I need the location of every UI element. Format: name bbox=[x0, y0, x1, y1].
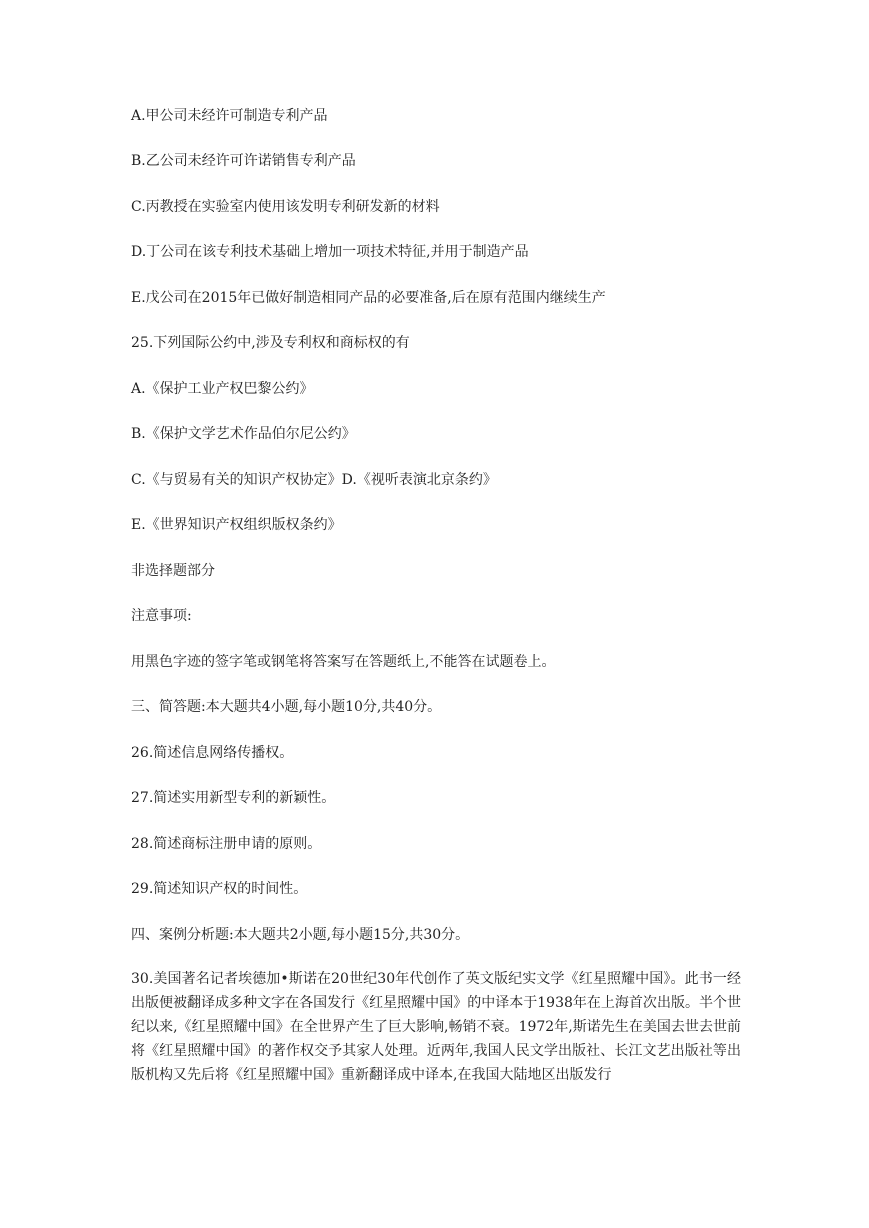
section-three-heading: 三、简答题:本大题共4小题,每小题10分,共40分。 bbox=[131, 699, 442, 715]
section-four-heading: 四、案例分析题:本大题共2小题,每小题15分,共30分。 bbox=[131, 927, 470, 943]
question-26: 26.简述信息网络传播权。 bbox=[131, 745, 294, 761]
q25-option-a: A.《保护工业产权巴黎公约》 bbox=[131, 381, 314, 397]
option-d-line: D.丁公司在该专利技术基础上增加一项技术特征,并用于制造产品 bbox=[131, 244, 529, 260]
question-30-case-text: 30.美国著名记者埃德加•斯诺在20世纪30年代创作了英文版纪实文学《红星照耀中国》。此书一经出版便被翻译成多种文字在各国发行《红星照耀中国》的中译本于1938年在上海首次出版。半个世纪以来,《红星照耀中国》在全世界产生了巨大影响,畅销不衰。1972年,斯诺先生在美国去世去世前将《红星照耀中国》的著作权交予其家人处理。近两年,我国人民文学出版社、长江文艺出版社等出版机构又先后将《红星照耀中国》重新翻译成中译本,在我国大陆地区出版发行 bbox=[131, 971, 741, 1083]
option-e-line: E.戊公司在2015年已做好制造相同产品的必要准备,后在原有范围内继续生产 bbox=[131, 290, 606, 306]
question-25: 25.下列国际公约中,涉及专利权和商标权的有 bbox=[131, 335, 410, 351]
notice-heading: 注意事项: bbox=[131, 608, 192, 624]
question-29: 29.简述知识产权的时间性。 bbox=[131, 881, 308, 897]
option-c-line: C.丙教授在实验室内使用该发明专利研发新的材料 bbox=[131, 199, 440, 215]
option-a-line: A.甲公司未经许可制造专利产品 bbox=[131, 108, 328, 124]
question-28: 28.简述商标注册申请的原则。 bbox=[131, 836, 322, 852]
q25-option-e: E.《世界知识产权组织版权条约》 bbox=[131, 517, 342, 533]
question-27: 27.简述实用新型专利的新颖性。 bbox=[131, 790, 336, 806]
section-heading-non-choice: 非选择题部分 bbox=[131, 563, 215, 579]
q25-option-c-d: C.《与贸易有关的知识产权协定》D.《视听表演北京条约》 bbox=[131, 472, 497, 488]
q25-option-b: B.《保护文学艺术作品伯尔尼公约》 bbox=[131, 426, 356, 442]
notice-text: 用黑色字迹的签字笔或钢笔将答案写在答题纸上,不能答在试题卷上。 bbox=[131, 654, 556, 670]
option-b-line: B.乙公司未经许可许诺销售专利产品 bbox=[131, 153, 356, 169]
